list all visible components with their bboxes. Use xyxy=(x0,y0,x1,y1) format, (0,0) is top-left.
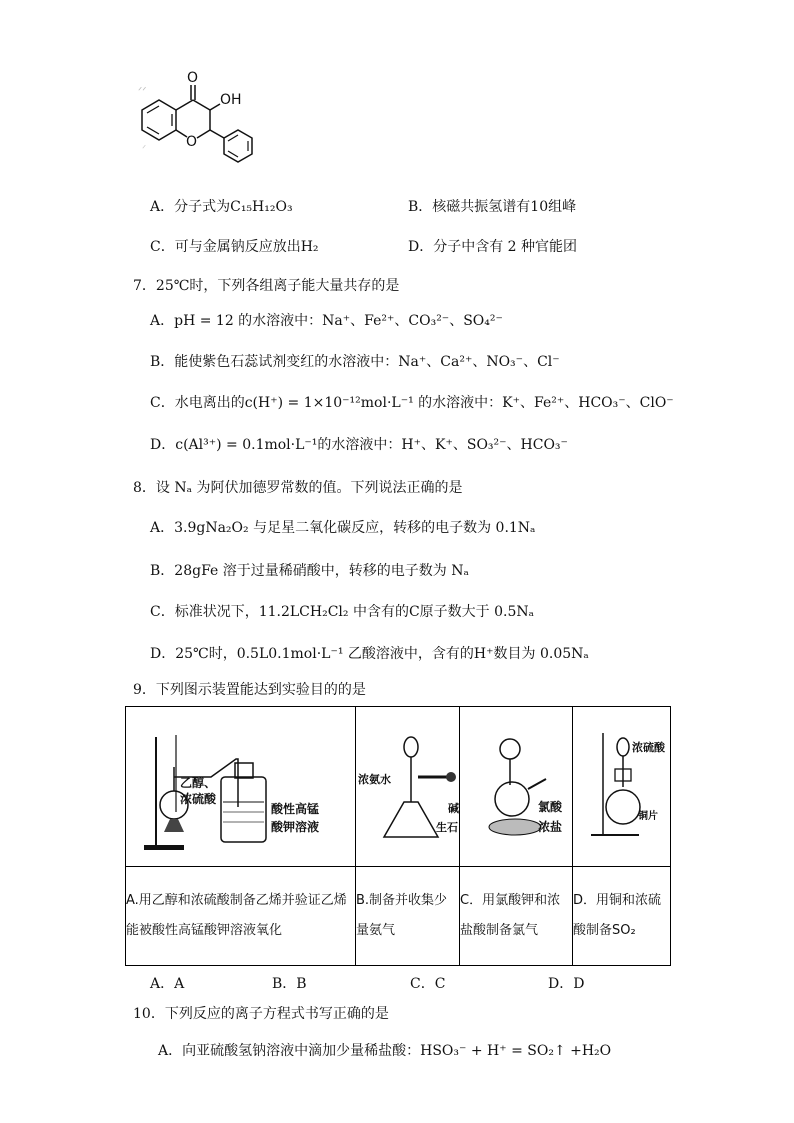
q7-option-c: C．水电离出的c(H⁺) = 1×10⁻¹²mol·L⁻¹ 的水溶液中：K⁺、Fe²⁺、HCO₃⁻、ClO⁻ xyxy=(150,395,674,411)
apparatus-b-figure xyxy=(356,707,459,862)
carbonyl-o-label: O xyxy=(187,70,199,86)
ring-o-label: O xyxy=(186,134,198,150)
q6-option-d: D．分子中含有 2 种官能团 xyxy=(408,239,578,255)
apparatus-a-label-kmno4-2: 酸钾溶液 xyxy=(271,820,320,834)
apparatus-d-label-copper: 铜片 xyxy=(638,811,658,822)
q6-option-c: C．可与金属钠反应放出H₂ xyxy=(150,239,319,255)
apparatus-c-label-chlorate: 氯酸 xyxy=(538,800,563,814)
q6-option-b: B．核磁共振氢谱有10组峰 xyxy=(408,199,577,215)
q7-option-a: A．pH = 12 的水溶液中：Na⁺、Fe²⁺、CO₃²⁻、SO₄²⁻ xyxy=(150,313,503,329)
q7-option-b: B．能使紫色石蕊试剂变红的水溶液中：Na⁺、Ca²⁺、NO₃⁻、Cl⁻ xyxy=(150,354,560,370)
q8-stem: 8．设 Nₐ 为阿伏加德罗常数的值。下列说法正确的是 xyxy=(133,480,463,496)
q9-stem: 9．下列图示装置能达到实验目的的是 xyxy=(133,682,366,698)
apparatus-c-cell xyxy=(460,707,573,867)
apparatus-c-figure xyxy=(460,707,572,862)
apparatus-b-label-lime: 生石 xyxy=(436,821,458,834)
q8-option-a: A．3.9gNa₂O₂ 与足星二氧化碳反应，转移的电子数为 0.1Nₐ xyxy=(150,520,536,536)
hydroxyl-label: OH xyxy=(220,92,242,108)
apparatus-c-caption: C．用氯酸钾和浓盐酸制备氯气 xyxy=(460,867,573,966)
q10-stem: 10．下列反应的离子方程式书写正确的是 xyxy=(133,1006,389,1022)
apparatus-a-caption: A.用乙醇和浓硫酸制备乙烯并验证乙烯能被酸性高锰酸钾溶液氧化 xyxy=(126,867,356,966)
apparatus-d-label-acid: 浓硫酸 xyxy=(632,741,665,754)
apparatus-a-label-acid: 浓硫酸 xyxy=(180,792,217,806)
q7-stem: 7．25℃时，下列各组离子能大量共存的是 xyxy=(133,278,400,294)
apparatus-c-label-hcl: 浓盐 xyxy=(538,820,563,834)
q9-answer-a: A．A xyxy=(150,976,185,992)
apparatus-a-label-kmno4-1: 酸性高锰 xyxy=(271,802,320,816)
q10-option-a: A．向亚硫酸氢钠溶液中滴加少量稀盐酸：HSO₃⁻ + H⁺ = SO₂↑ +H₂O xyxy=(158,1043,612,1059)
apparatus-d-cell xyxy=(573,707,671,867)
svg-text:ᐟ: ᐟ xyxy=(142,144,147,155)
q6-option-a: A．分子式为C₁₅H₁₂O₃ xyxy=(150,199,293,215)
apparatus-d-caption: D．用铜和浓硫酸制备SO₂ xyxy=(573,867,671,966)
apparatus-b-caption: B.制备并收集少量氨气 xyxy=(356,867,460,966)
q8-option-d: D．25℃时，0.5L0.1mol·L⁻¹ 乙酸溶液中，含有的H⁺数目为 0.05Nₐ xyxy=(150,646,589,662)
apparatus-b-label-ammonia: 浓氨水 xyxy=(358,773,391,786)
q8-option-b: B．28gFe 溶于过量稀硝酸中，转移的电子数为 Nₐ xyxy=(150,563,469,579)
apparatus-a-label-ethanol: 乙醇、 xyxy=(180,776,217,790)
q9-answer-d: D．D xyxy=(548,976,585,992)
apparatus-a-cell xyxy=(126,707,356,867)
q8-option-c: C．标准状况下，11.2LCH₂Cl₂ 中含有的C原子数大于 0.5Nₐ xyxy=(150,604,535,620)
apparatus-a-figure xyxy=(126,707,355,862)
apparatus-b-label-alkali: 碱 xyxy=(448,802,459,815)
q7-option-d: D．c(Al³⁺) = 0.1mol·L⁻¹的水溶液中：H⁺、K⁺、SO₃²⁻、HCO₃⁻ xyxy=(150,437,568,453)
q9-apparatus-table xyxy=(125,706,671,966)
svg-text:ᐟᐟ: ᐟᐟ xyxy=(138,86,147,97)
q9-answer-c: C．C xyxy=(410,976,446,992)
q9-answer-b: B．B xyxy=(272,976,307,992)
apparatus-d-figure xyxy=(573,707,670,862)
apparatus-b-cell xyxy=(356,707,460,867)
molecule-structure-figure xyxy=(128,68,268,178)
